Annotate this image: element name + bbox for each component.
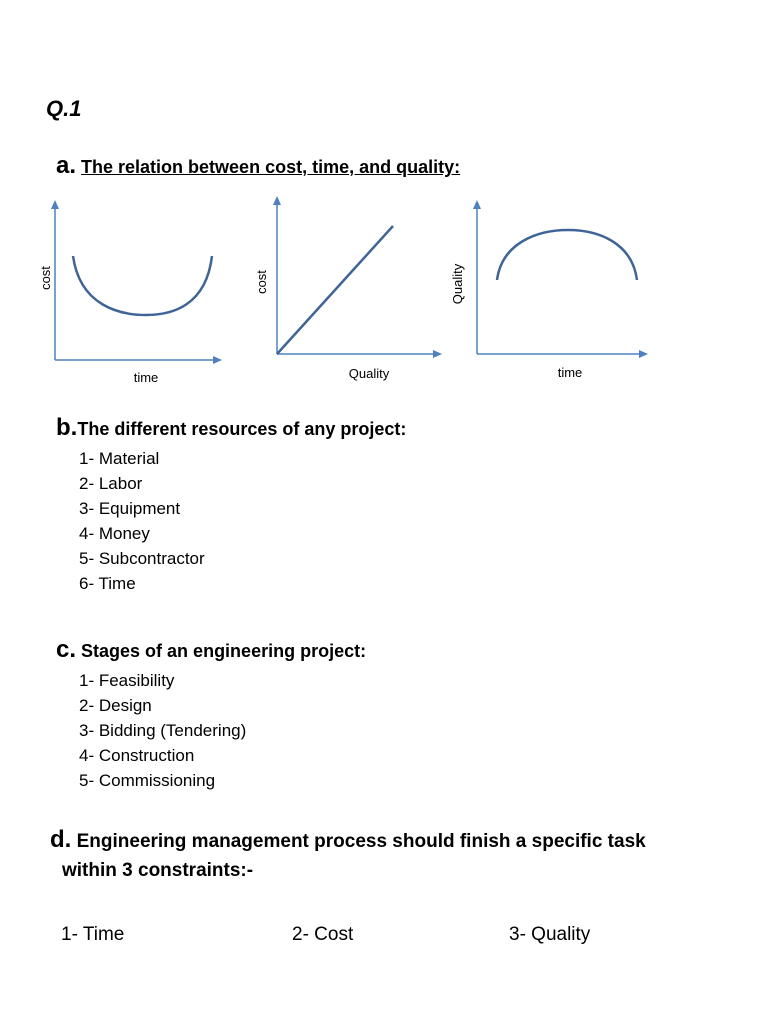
section-c-letter: c. — [56, 636, 77, 663]
section-d-title-line2: within 3 constraints:- — [62, 860, 254, 881]
chart-cost-vs-quality — [254, 194, 462, 389]
y-axis-arrow — [273, 196, 281, 205]
x-axis-label: time — [557, 365, 583, 380]
list-item: 4- Money — [79, 524, 150, 543]
section-b-heading — [56, 414, 406, 442]
x-axis-arrow — [213, 356, 222, 364]
stages-list — [79, 668, 246, 793]
section-b-title: The different resources of any project: — [77, 419, 407, 439]
list-item: 3- Equipment — [79, 499, 181, 518]
x-axis-label: time — [133, 370, 159, 385]
chart-quality-vs-time — [450, 198, 662, 393]
section-c-title: Stages of an engineering project: — [81, 641, 367, 661]
list-item: 3- Bidding (Tendering) — [79, 721, 247, 740]
list-item: 1- Feasibility — [79, 671, 175, 690]
linear-line — [277, 226, 393, 354]
resources-list — [79, 446, 205, 596]
section-b-letter: b. — [56, 414, 78, 441]
section-a-title: The relation between cost, time, and quality: — [81, 157, 461, 177]
section-d-letter: d. — [50, 826, 72, 853]
y-axis-label: cost — [254, 270, 269, 294]
x-axis-arrow — [639, 350, 648, 358]
list-item: 4- Construction — [79, 746, 195, 765]
section-a-heading — [56, 152, 460, 180]
chart-cost-vs-time — [40, 198, 240, 393]
list-item: 2- Labor — [79, 474, 143, 493]
section-c-heading — [56, 636, 366, 664]
y-axis-arrow — [473, 200, 481, 209]
y-axis-label: cost — [38, 266, 53, 290]
constraint-quality: 3- Quality — [509, 924, 591, 945]
y-axis-label: Quality — [450, 263, 465, 305]
list-item: 6- Time — [79, 574, 136, 593]
section-d-title-line1: Engineering management process should finish a specific task — [76, 831, 646, 852]
list-item: 1- Material — [79, 449, 160, 468]
x-axis-label: Quality — [348, 366, 390, 381]
u-curve-line — [73, 256, 212, 315]
list-item: 5- Commissioning — [79, 771, 216, 790]
section-d-heading — [50, 826, 646, 854]
section-a-letter: a. — [56, 152, 77, 179]
constraint-time: 1- Time — [61, 924, 125, 945]
y-axis-arrow — [51, 200, 59, 209]
list-item: 5- Subcontractor — [79, 549, 205, 568]
arch-curve-line — [497, 230, 637, 280]
question-title: Q.1 — [46, 96, 82, 121]
constraint-cost: 2- Cost — [292, 924, 354, 945]
x-axis-arrow — [433, 350, 442, 358]
list-item: 2- Design — [79, 696, 152, 715]
